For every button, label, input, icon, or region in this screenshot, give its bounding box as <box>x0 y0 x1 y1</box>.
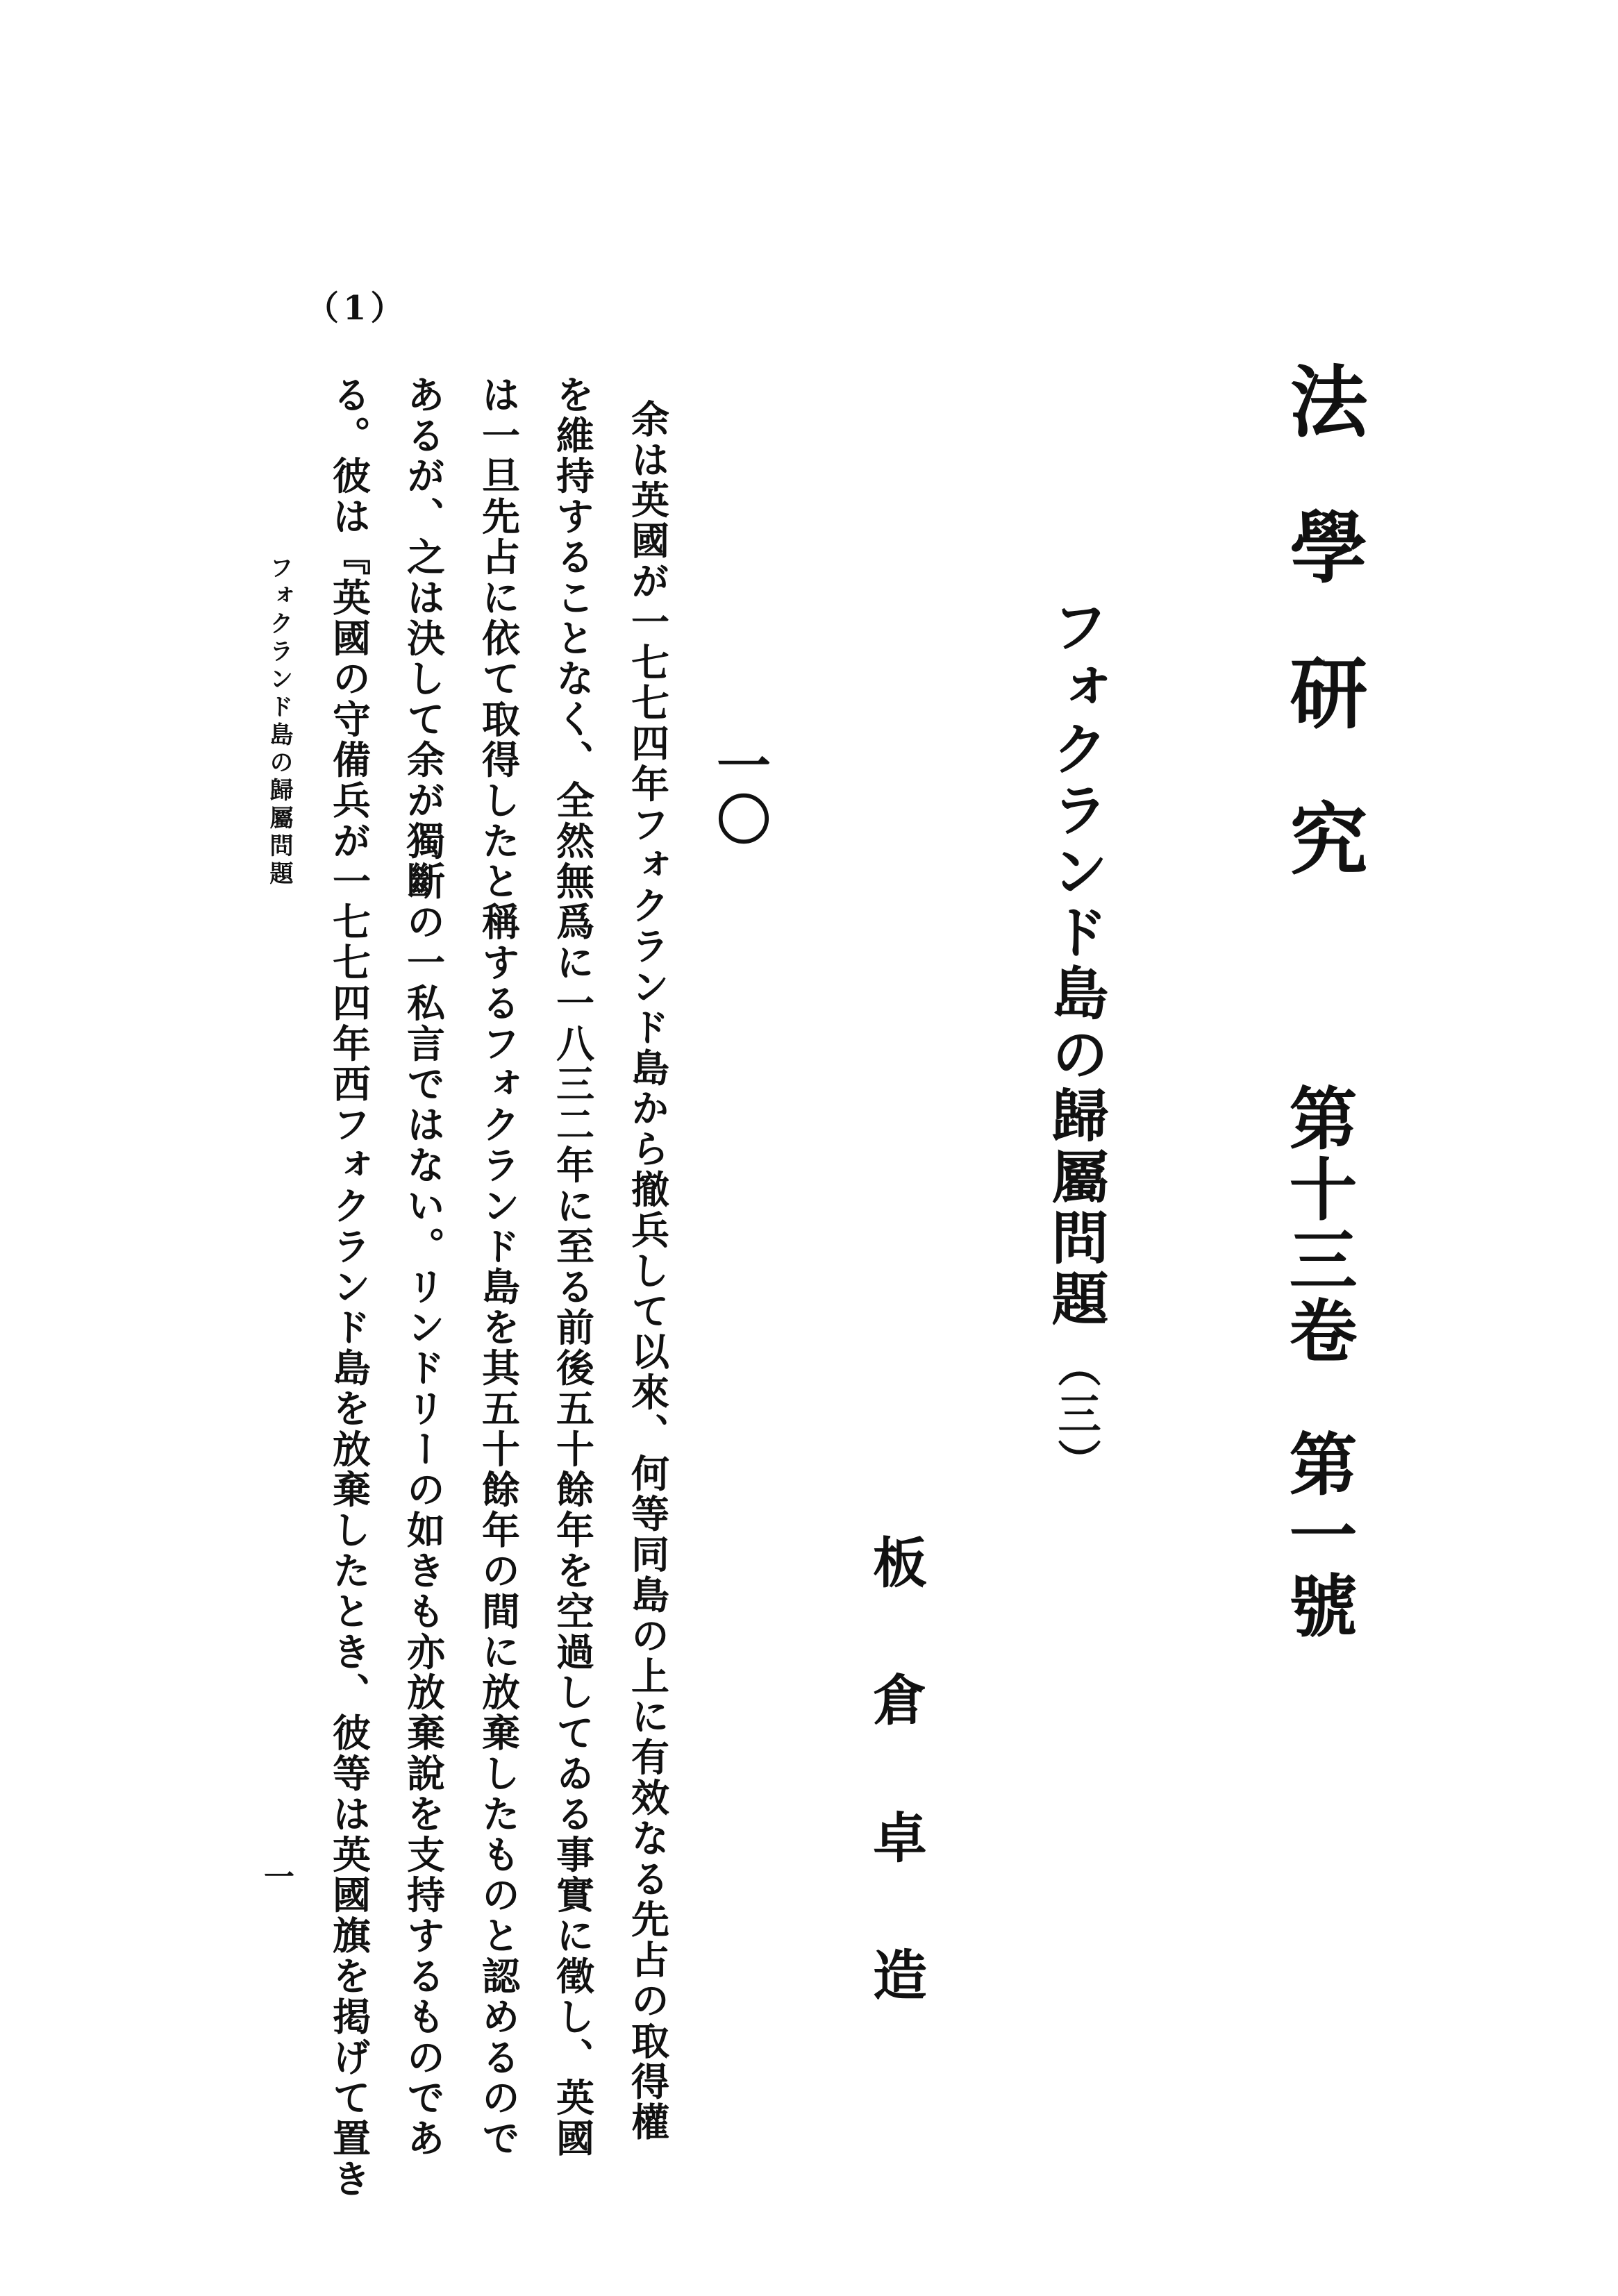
body-line: 余は英國が一七七四年フォクランド島から撤兵して以來、何等同島の上に有效なる先占の取得權 <box>625 399 670 2143</box>
article-title <box>1042 597 1109 1486</box>
article-part: （三） <box>1051 1344 1101 1486</box>
author-name: 板倉卓造 <box>864 1534 927 2084</box>
folio-number: 一 <box>258 1861 294 1891</box>
page-number: （1） <box>306 289 408 328</box>
body-line: る。彼は『英國の守備兵が一七七四年西フォクランド島を放棄したとき、彼等は英國旗を掲げて置き <box>326 375 372 2199</box>
article-title-text: フォクランド島の歸屬問題 <box>1042 597 1109 1330</box>
journal-title: 法學研究 <box>1277 361 1368 944</box>
body-line: は一旦先占に依て取得したと稱するフォクランド島を其五十餘年の間に放棄したものと認めるので <box>476 375 521 2159</box>
body-line: あるが、之は決して余が獨斷の一私言ではない。リンドリーの如きも亦放棄說を支持するものであ <box>401 375 446 2159</box>
volume-issue <box>1278 1083 1358 1641</box>
body-line: を維持することなく、全然無爲に一八三二年に至る前後五十餘年を空過してゐる事實に徵し、英國 <box>550 375 595 2159</box>
issue-label: 第一號 <box>1278 1429 1358 1641</box>
section-number: 一〇 <box>708 737 771 846</box>
volume-label: 第十三卷 <box>1278 1083 1358 1366</box>
running-title: フォクランド島の歸屬問題 <box>265 555 293 889</box>
